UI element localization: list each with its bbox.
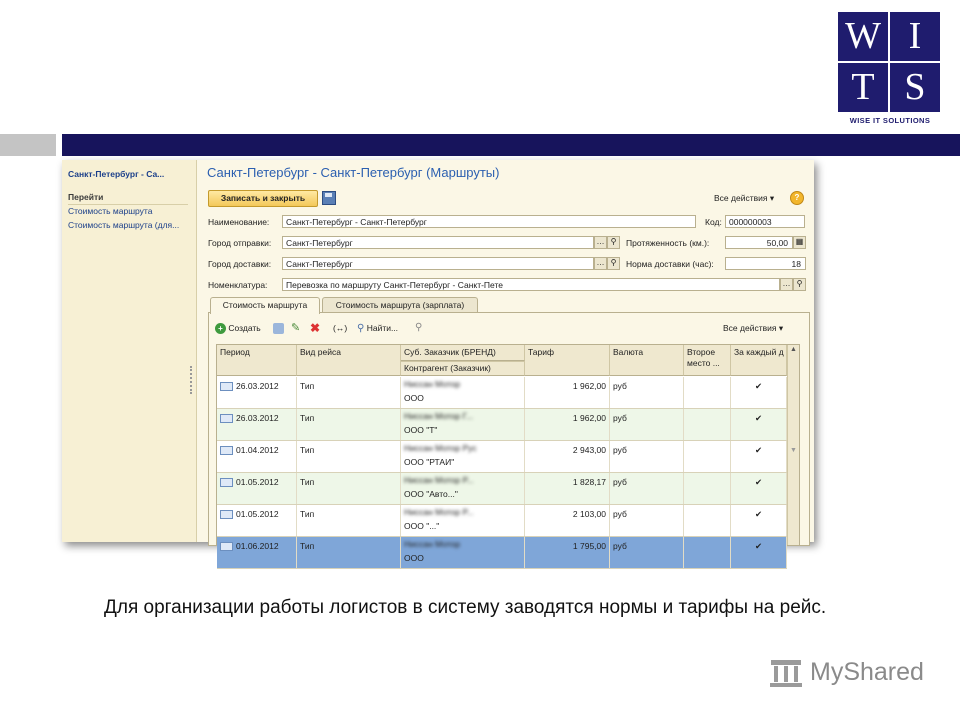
cell-check: ✔ <box>731 409 787 440</box>
cell-second <box>684 441 731 472</box>
cell-brand-contractor <box>401 409 525 440</box>
length-field[interactable]: 50,00 <box>725 236 793 249</box>
cell-second <box>684 473 731 504</box>
brand-value: Ниссан Мотор <box>404 379 461 389</box>
sidebar-link-route-cost-2[interactable]: Стоимость маршрута (для... <box>68 220 180 230</box>
calculator-icon[interactable]: ▦ <box>793 236 806 249</box>
cell-period <box>217 537 297 568</box>
period-value: 01.06.2012 <box>236 541 279 551</box>
cell-period <box>217 505 297 536</box>
code-field[interactable]: 000000003 <box>725 215 805 228</box>
save-disk-icon[interactable] <box>322 191 336 205</box>
find-label: Найти... <box>366 323 399 333</box>
from-city-label: Город отправки: <box>208 238 272 248</box>
table-row[interactable] <box>217 537 787 569</box>
save-and-close-button[interactable]: Записать и закрыть <box>208 190 318 207</box>
col-header-per-day[interactable]: За каждый д <box>731 345 787 376</box>
table-row[interactable] <box>217 409 787 441</box>
record-icon <box>220 446 233 455</box>
contractor-value: ООО <box>404 393 424 403</box>
tab-route-cost[interactable]: Стоимость маршрута <box>210 297 320 314</box>
sidebar-section-goto: Перейти <box>68 192 188 205</box>
record-icon <box>220 478 233 487</box>
nomenclature-select-button[interactable]: … <box>780 278 793 291</box>
cell-tariff: 1 795,00 <box>525 537 610 568</box>
contractor-value: ООО "РТАИ" <box>404 457 455 467</box>
nomenclature-field[interactable]: Перевозка по маршруту Санкт-Петербург - Санкт-Пете <box>282 278 780 291</box>
delete-icon[interactable]: ✖ <box>310 321 321 335</box>
brand-value: Ниссан Мотор Г... <box>404 411 474 421</box>
cell-brand-contractor <box>401 537 525 568</box>
from-city-search-icon[interactable]: ⚲ <box>607 236 620 249</box>
myshared-watermark <box>768 656 924 690</box>
create-button[interactable] <box>215 321 261 335</box>
cell-check: ✔ <box>731 505 787 536</box>
from-city-field[interactable]: Санкт-Петербург <box>282 236 594 249</box>
contractor-value: ООО "..." <box>404 521 440 531</box>
col-header-period[interactable]: Период <box>217 345 297 376</box>
cell-brand-contractor <box>401 473 525 504</box>
wits-logo <box>838 12 942 125</box>
cell-type: Тип <box>297 505 401 536</box>
myshared-text: MyShared <box>810 658 924 686</box>
table-row[interactable] <box>217 441 787 473</box>
name-label: Наименование: <box>208 217 270 227</box>
cell-brand-contractor <box>401 377 525 408</box>
nomenclature-search-icon[interactable]: ⚲ <box>793 278 806 291</box>
table-row[interactable] <box>217 377 787 409</box>
cell-second <box>684 537 731 568</box>
cell-second <box>684 409 731 440</box>
cell-check: ✔ <box>731 377 787 408</box>
period-value: 01.05.2012 <box>236 477 279 487</box>
contractor-value: ООО "Т" <box>404 425 438 435</box>
norm-field[interactable]: 18 <box>725 257 806 270</box>
cell-type: Тип <box>297 537 401 568</box>
cell-check: ✔ <box>731 473 787 504</box>
cell-period <box>217 409 297 440</box>
col-header-second-place[interactable]: Второе место ... <box>684 345 731 376</box>
cell-tariff: 2 943,00 <box>525 441 610 472</box>
logo-caption: WISE IT SOLUTIONS <box>849 116 931 125</box>
to-city-field[interactable]: Санкт-Петербург <box>282 257 594 270</box>
cell-second <box>684 505 731 536</box>
tariff-table <box>216 344 800 563</box>
record-icon <box>220 510 233 519</box>
form-title: Санкт-Петербург - Санкт-Петербург (Маршруты) <box>207 165 500 180</box>
app-window <box>62 160 814 563</box>
length-label: Протяженность (км.): <box>626 238 710 248</box>
brand-value: Ниссан Мотор Р... <box>404 507 474 517</box>
brand-value: Ниссан Мотор Рус <box>404 443 477 453</box>
scroll-up-icon[interactable]: ▲ <box>790 346 797 353</box>
bracket-button[interactable]: (↔) <box>333 323 348 333</box>
cell-check: ✔ <box>731 441 787 472</box>
cell-second <box>684 377 731 408</box>
to-city-select-button[interactable]: … <box>594 257 607 270</box>
cell-type: Тип <box>297 441 401 472</box>
table-scrollbar[interactable] <box>787 345 799 545</box>
edit-icon[interactable]: ✎ <box>291 322 301 334</box>
col-header-currency[interactable]: Валюта <box>610 345 684 376</box>
cell-period <box>217 441 297 472</box>
contractor-value: ООО <box>404 553 424 563</box>
period-value: 26.03.2012 <box>236 381 279 391</box>
form-main <box>200 160 814 563</box>
help-icon[interactable]: ? <box>790 191 804 205</box>
find-button[interactable] <box>357 321 398 335</box>
col-header-contractor[interactable]: Контрагент (Заказчик) <box>401 361 525 376</box>
add-icon: + <box>215 323 226 334</box>
myshared-logo-icon <box>768 656 804 690</box>
tab-route-cost-salary[interactable]: Стоимость маршрута (зарплата) <box>322 297 478 313</box>
sidebar <box>62 160 197 542</box>
sidebar-title[interactable]: Санкт-Петербург - Са... <box>68 169 165 179</box>
to-city-label: Город доставки: <box>208 259 272 269</box>
contractor-value: ООО "Авто..." <box>404 489 458 499</box>
cell-type: Тип <box>297 409 401 440</box>
col-header-tariff[interactable]: Тариф <box>525 345 610 376</box>
period-value: 26.03.2012 <box>236 413 279 423</box>
cell-type: Тип <box>297 377 401 408</box>
record-icon <box>220 542 233 551</box>
cell-tariff: 1 962,00 <box>525 377 610 408</box>
cell-period <box>217 473 297 504</box>
cell-tariff: 2 103,00 <box>525 505 610 536</box>
col-header-trip-type[interactable]: Вид рейса <box>297 345 401 376</box>
brand-value: Ниссан Мотор Р... <box>404 475 474 485</box>
cell-currency: руб <box>610 409 684 440</box>
search-icon: ⚲ <box>357 323 365 334</box>
table-row[interactable] <box>217 505 787 537</box>
logo-letter-i: I <box>890 12 940 61</box>
header-navy-bar <box>62 134 960 156</box>
header-gray-bar <box>0 134 56 156</box>
name-field[interactable]: Санкт-Петербург - Санкт-Петербург <box>282 215 696 228</box>
record-icon <box>220 382 233 391</box>
scroll-down-icon[interactable]: ▼ <box>790 447 797 454</box>
period-value: 01.04.2012 <box>236 445 279 455</box>
nomenclature-label: Номенклатура: <box>208 280 268 290</box>
tab-panel <box>208 312 810 563</box>
period-value: 01.05.2012 <box>236 509 279 519</box>
all-actions-menu[interactable]: Все действия ▾ <box>714 193 775 203</box>
cell-brand-contractor <box>401 505 525 536</box>
cell-currency: руб <box>610 441 684 472</box>
cell-brand-contractor <box>401 441 525 472</box>
logo-letter-w: W <box>838 12 888 61</box>
cell-tariff: 1 962,00 <box>525 409 610 440</box>
table-all-actions-menu[interactable]: Все действия ▾ <box>723 323 784 333</box>
brand-value: Ниссан Мотор <box>404 539 461 549</box>
slide-caption: Для организации работы логистов в систему заводятся нормы и тарифы на рейс. <box>104 597 827 618</box>
cell-check: ✔ <box>731 537 787 568</box>
code-label: Код: <box>705 217 722 227</box>
to-city-search-icon[interactable]: ⚲ <box>607 257 620 270</box>
copy-icon[interactable] <box>273 321 284 335</box>
create-label: Создать <box>228 323 261 333</box>
cell-tariff: 1 828,17 <box>525 473 610 504</box>
cell-period <box>217 377 297 408</box>
col-header-brand[interactable]: Суб. Заказчик (БРЕНД) <box>401 345 525 361</box>
record-icon <box>220 414 233 423</box>
logo-letter-t: T <box>838 63 888 112</box>
norm-label: Норма доставки (час): <box>626 259 714 269</box>
cell-currency: руб <box>610 537 684 568</box>
cell-currency: руб <box>610 505 684 536</box>
logo-letter-s: S <box>890 63 940 112</box>
cell-type: Тип <box>297 473 401 504</box>
sidebar-link-route-cost[interactable]: Стоимость маршрута <box>68 206 153 216</box>
cell-currency: руб <box>610 377 684 408</box>
from-city-select-button[interactable]: … <box>594 236 607 249</box>
cell-currency: руб <box>610 473 684 504</box>
clear-search-icon[interactable]: ⚲ <box>415 322 423 333</box>
splitter-handle[interactable] <box>190 366 195 394</box>
table-row[interactable] <box>217 473 787 505</box>
